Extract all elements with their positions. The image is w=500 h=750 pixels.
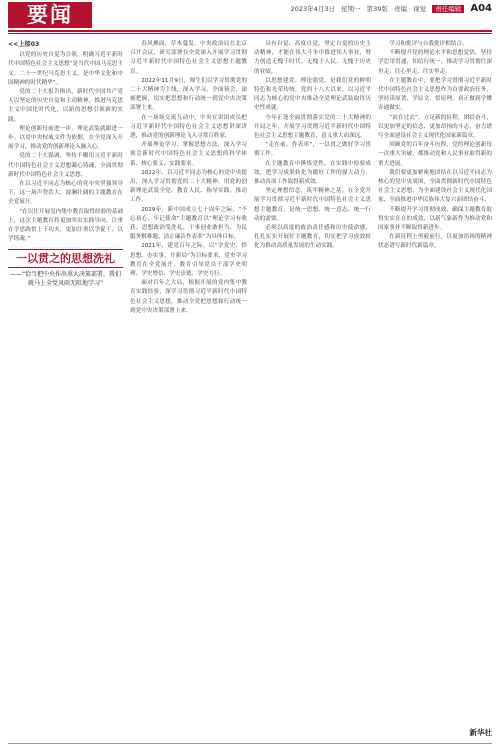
paragraph: 具有自觉、高度自觉、坚定自觉的历史主动精神，才能在伟大斗争中推进伟大事业，努力创造无愧于时代、无愧于人民、无愧于历史的业绩。	[254, 41, 371, 75]
paragraph: 学习和批评与自我批评相结合。	[389, 41, 468, 47]
header-meta	[287, 3, 492, 14]
paragraph: 2022年，以习近平同志为核心的党中央提出，深入学习贯彻党的二十大精神，用党的创新理论武装全党、教育人民、指导实践、推动工作。	[130, 169, 247, 204]
section-quote: ——“恰当把中央作出重大决策部署，我们就马上全党风雨无阻地学习”	[9, 271, 122, 288]
paragraph: 2021年，建党百年之际，以“学党史、悟思想、办实事、开新局”为目标要求，党史学习教育在全党展开，教育引导党员干部学史明理、学史增信、学史崇德、学史力行。	[130, 243, 247, 278]
proofread-label: 责编 · 视觉	[393, 5, 427, 13]
paragraph: 以思想建党、理论强党，是我们党的鲜明特色和光荣传统。党的十八大以来，以习近平同志为核心的党中央推动全党理论武装取得历史性成就。	[254, 77, 371, 112]
paragraph: 我们要更加紧密地团结在以习近平同志为核心的党中央周围，全面贯彻新时代中国特色社会主义思想，为全面建设社会主义现代化国家、全面推进中华民族伟大复兴而团结奋斗。	[378, 169, 492, 204]
paragraph: 2022年11月9日，师生们以学习贯彻党的二十大精神为主线，深入学习、全面领会、深刻把握，切实把思想和行动统一到党中央决策部署上来。	[130, 77, 247, 112]
header-rule	[8, 30, 492, 32]
paragraph: 在一场场交流互动中，中央宣讲团成员把习近平新时代中国特色社会主义思想讲深讲透，推动党的创新理论飞入寻常百姓家。	[130, 114, 247, 140]
issue-date: 2023年4月3日	[290, 5, 335, 13]
paragraph: 在主题教育中锤炼党性，在实践中检验成效，把学习成果转化为做好工作的强大动力，推动各项工作取得新成效。	[254, 160, 371, 186]
paragraph: 在以习近平同志为核心的党中央坚强领导下，这一场声势浩大、波澜壮阔的主题教育在全党展开。	[8, 181, 123, 206]
paragraph: 在新征程上勇毅前行，以更加昂扬的精神状态谱写新时代新篇章。	[378, 234, 492, 250]
page-number: A04	[470, 3, 492, 14]
byline: 新华社	[469, 728, 492, 737]
paragraph: 不断提升学习贯彻成效，确保主题教育取得实实在在的成效，以新气象新作为推动党和国家事业不断取得新进步。	[378, 206, 492, 232]
paragraph: 在主题教育中，要把学习贯彻习近平新时代中国特色社会主义思想作为首要政治任务，坚持读原著、学原文、悟原理，真正做到学懂弄通做实。	[378, 77, 492, 112]
paragraph: 党的二十大报告指出，新时代中国共产党人以坚定的历史自觉和主动精神，推进马克思主义中国化时代化，以新的思想引领新的实践。	[8, 89, 123, 123]
edition-label: 第39版	[366, 5, 388, 13]
column-1-body	[8, 51, 123, 244]
paragraph: 春风拂面，草木蔓发。中央政治局在北京召开会议，研究部署在全党深入开展学习贯彻习近平新时代中国特色社会主义思想主题教育。	[130, 41, 247, 75]
article-column-1	[8, 40, 123, 730]
weekday: 星期一	[341, 5, 361, 13]
editor-badge: 责任编辑	[432, 5, 464, 13]
paragraph: 党的二十大强调，坚持不懈用习近平新时代中国特色社会主义思想凝心铸魂，全面贯彻新时代中国特色社会主义思想。	[8, 153, 123, 178]
paragraph: 理论创新每前进一步，理论武装就跟进一步。以党中央权威文件为依据，在全党深入开展学习，推动党的创新理论入脑入心。	[8, 125, 123, 151]
paragraph: 必须以高度的政治责任感和历史使命感，扎扎实实开展好主题教育，切实把学习成效转化为推动高质量发展的生动实践。	[254, 225, 371, 250]
paragraph: 回顾党的百年奋斗历程，党的理论创新每一次重大突破，都推动党和人民事业取得新的重大进展。	[378, 142, 492, 167]
paragraph: 今年正逢全面贯彻落实党的二十大精神的开局之年，开展学习贯彻习近平新时代中国特色社会主义思想主题教育，意义重大而深远。	[254, 114, 371, 140]
continuation-label: <<上接03	[8, 41, 40, 48]
paragraph: “在以往开展党内集中教育取得经验的基础上，这次主题教育将更加突出实践导向，注重在学思践悟上下功夫，更加注重以学促干、以学铸魂。”	[8, 208, 123, 243]
paragraph: 面对百年之大局，根据开展的党内集中教育实践经验，深学习贯彻习近平新时代中国特色社会主义思想，推动全党把思想和行动统一到党中央决策部署上来。	[130, 280, 247, 314]
article-column-3	[254, 40, 371, 740]
paragraph: “站在过去”，立足新的征程，团结奋斗，以更加坚定的信念、更加昂扬的斗志，奋力谱写全面建设社会主义现代化国家新篇章。	[378, 114, 492, 140]
header-rule-thin	[8, 33, 492, 34]
paragraph: 2019年，新中国成立七十周年之际，“不忘初心、牢记使命”主题教育以“理论学习有收获、思想政治受洗礼、干事创业敢担当、为民服务解难题、清正廉洁作表率”为具体目标。	[130, 206, 247, 241]
section-title: 要闻	[8, 2, 92, 28]
paragraph: 坚定理想信念，筑牢精神之基。在全党开展学习贯彻习近平新时代中国特色社会主义思想主题教育，是统一思想、统一意志、统一行动的需要。	[254, 188, 371, 222]
paragraph: “走在前、作表率”，一以贯之做好学习贯彻工作。	[254, 142, 371, 158]
paragraph: 开展理论学习，掌握思想方法，深入学习领会新时代中国特色社会主义思想的科学体系、核心要义、实践要求。	[130, 142, 247, 167]
section-heading: 一以贯之的思想洗礼	[8, 249, 123, 268]
article-column-2	[130, 40, 247, 740]
page-header	[0, 0, 500, 30]
footer-rule	[8, 743, 492, 744]
paragraph: 不断提升党的理论水平和思想觉悟，坚持学思用贯通、知信行统一，推动学习贯彻往深里走、往心里走、往实里走。	[378, 50, 492, 75]
paragraph: 以党的历史自觉为引领，明确习近平新时代中国特色社会主义思想“是当代中国马克思主义、二十一世纪马克思主义，是中华文化和中国精神的时代精华”。	[8, 52, 123, 86]
article-column-4	[378, 40, 492, 740]
